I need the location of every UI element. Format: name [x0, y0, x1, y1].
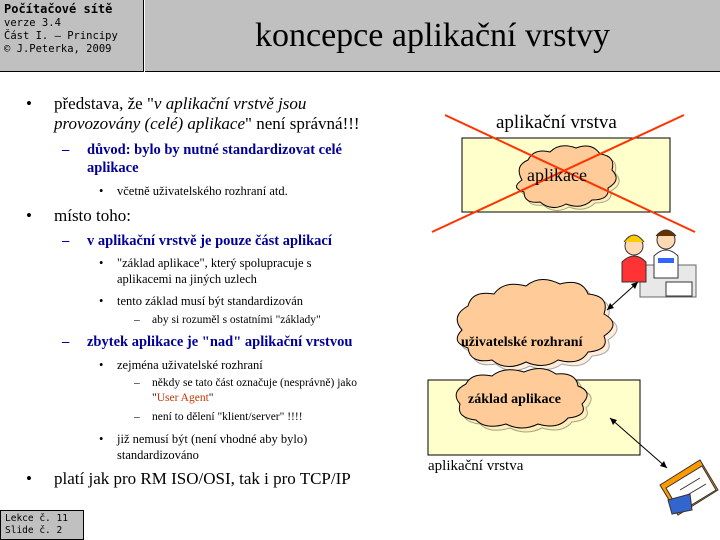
bullet-italic: v aplikační vrstvě jsou — [153, 94, 307, 113]
dash-marker: – — [134, 411, 140, 423]
dash-marker: – — [134, 377, 140, 389]
course-author: © J.Peterka, 2009 — [4, 43, 112, 55]
course-name: Počítačové sítě — [4, 2, 113, 16]
text-line: "základ aplikace", který spolupracuje s — [117, 256, 312, 270]
lecture-number: Lekce č. 11 — [5, 513, 68, 524]
text-line: někdy se tato část označuje (nesprávně) jako — [152, 377, 357, 389]
course-part: Část I. – Principy — [4, 30, 118, 42]
text-line: aplikacemi na jiných uzlech — [117, 272, 257, 286]
text-line: aplikace — [87, 160, 139, 176]
bullet-marker: • — [99, 184, 104, 198]
bullet-marker: • — [26, 94, 32, 113]
bullet-not-client-server: není to dělení "klient/server" !!!! — [152, 411, 303, 423]
bullet-marker: • — [99, 256, 104, 270]
dash-marker: – — [134, 314, 140, 326]
bullet-rest: zbytek aplikace je "nad" aplikační vrstvou — [87, 334, 353, 350]
bullet-italic: provozovány (celé) aplikace — [54, 114, 246, 133]
bullet-marker: • — [26, 206, 32, 225]
text-line: již nemusí být (není vhodné aby bylo) — [117, 432, 308, 446]
text-line: standardizováno — [117, 448, 199, 462]
bullet-marker: • — [99, 432, 104, 446]
top-layer-label: aplikační vrstva — [496, 112, 617, 133]
arrow-people-to-ui — [607, 282, 638, 310]
top-cloud-label: aplikace — [527, 165, 587, 185]
quote: " — [152, 392, 157, 404]
ui-cloud-label: uživatelské rozhraní — [461, 335, 583, 350]
dash-marker: – — [62, 142, 70, 158]
bullet-marker: • — [99, 294, 104, 308]
base-cloud-label: základ aplikace — [468, 392, 561, 407]
course-version: verze 3.4 — [4, 17, 61, 29]
dash-marker: – — [62, 233, 70, 249]
user-agent-term: User Agent — [156, 392, 209, 404]
slide-title: koncepce aplikační vrstvy — [255, 16, 610, 54]
quote: " — [208, 392, 214, 404]
bullet-text: představa, že " — [54, 94, 154, 113]
slide-number: Slide č. 2 — [5, 525, 63, 536]
bullet-understand: aby si rozuměl s ostatními "základy" — [152, 314, 321, 326]
bullet-text: " není správná!!! — [245, 114, 360, 133]
bottom-layer-label: aplikační vrstva — [428, 458, 524, 474]
bullet-ui: zejména uživatelské rozhraní — [117, 358, 263, 372]
ui-cloud — [457, 279, 617, 370]
bullet-instead: místo toho: — [54, 206, 131, 225]
bullet-marker: • — [26, 469, 32, 488]
bullet-ui-note: včetně uživatelského rozhraní atd. — [117, 184, 288, 198]
bullet-standardized: tento základ musí být standardizován — [117, 294, 304, 308]
text-line: důvod: bylo by nutné standardizovat celé — [87, 142, 342, 158]
network-mail-clipart — [660, 460, 718, 515]
dash-marker: – — [62, 334, 70, 350]
bullet-marker: • — [99, 358, 104, 372]
bullet-applies: platí jak pro RM ISO/OSI, tak i pro TCP/IP — [54, 469, 351, 488]
bullet-only-part: v aplikační vrstvě je pouze část aplikací — [87, 233, 332, 249]
